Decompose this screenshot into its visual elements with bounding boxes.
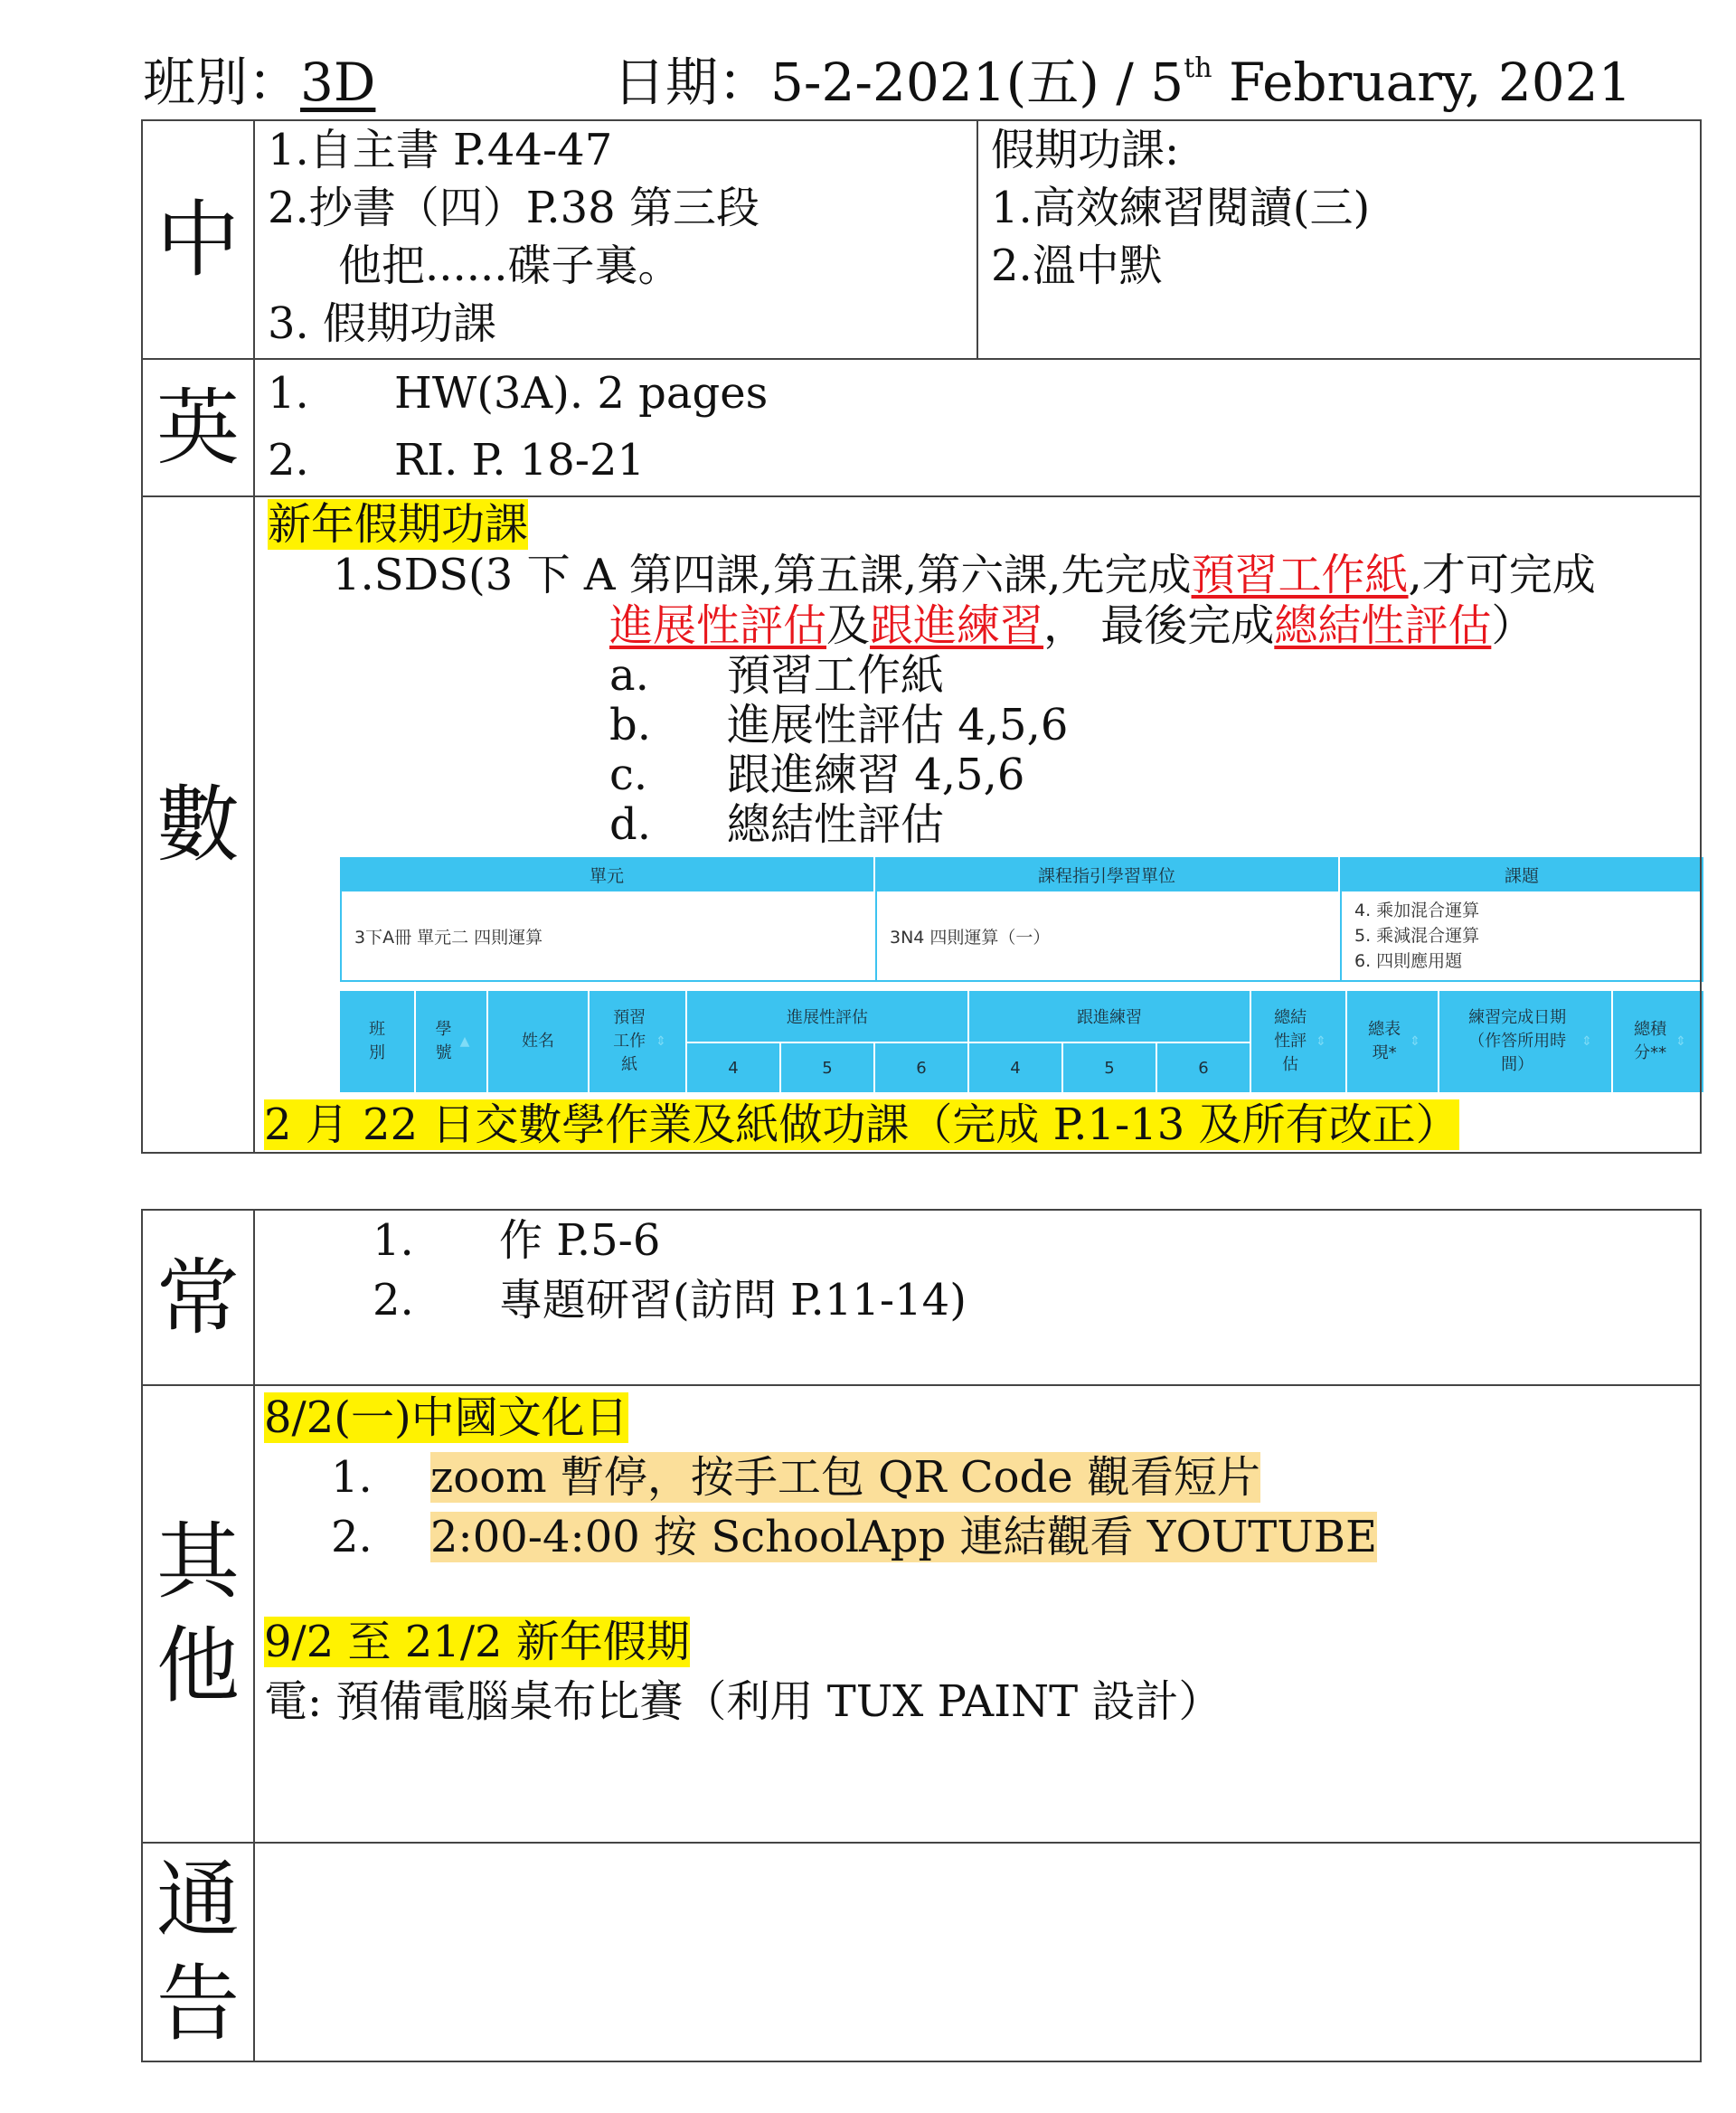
english-item: 1. HW(3A). 2 pages xyxy=(268,368,769,419)
date-tail: February, 2021 xyxy=(1212,52,1632,113)
row-notice xyxy=(142,1843,1701,2061)
holiday-title: 假期功課: xyxy=(991,125,1180,175)
others-content xyxy=(254,1385,1701,1843)
sort-icon[interactable]: ⇕ xyxy=(1410,1034,1420,1049)
col-class: 班別 xyxy=(340,991,416,1092)
math-instruction: 1.SDS(3 下 A 第四課,第五課,第六課,先完成預習工作紙,才可完成 xyxy=(333,550,1596,600)
english-homework xyxy=(254,359,1701,496)
culture-day-title: 8/2(一)中國文化日 xyxy=(264,1392,628,1443)
general-item: 1. 作 P.5-6 xyxy=(373,1215,661,1266)
col-progress: 進展性評估 4 5 6 xyxy=(687,991,969,1092)
sort-icon[interactable]: ▲ xyxy=(459,1034,470,1049)
col-prep: 預習工作紙 ⇕ xyxy=(590,991,687,1092)
sort-icon[interactable]: ⇕ xyxy=(1581,1034,1592,1049)
embed-columns-row xyxy=(340,991,1703,1092)
subject-notice: 通 告 xyxy=(142,1843,254,2061)
math-instruction-cont: 進展性評估及跟進練習， 最後完成總結性評估） xyxy=(609,600,1535,651)
embed-header-learning-unit: 課程指引學習單位 xyxy=(875,857,1340,891)
col-name: 姓名 xyxy=(488,991,590,1092)
col-followup-4[interactable]: 4 xyxy=(969,1043,1063,1092)
notice-content xyxy=(254,1843,1701,2061)
sort-icon[interactable]: ⇕ xyxy=(1675,1034,1686,1049)
row-others xyxy=(142,1385,1701,1843)
col-followup-5[interactable]: 5 xyxy=(1063,1043,1157,1092)
embed-header-unit: 單元 xyxy=(340,857,875,891)
culture-day-item: 2. 2:00-4:00 按 SchoolApp 連結觀看 YOUTUBE xyxy=(331,1512,1378,1562)
embed-unit: 3下A冊 單元二 四則運算 xyxy=(342,891,877,980)
subject-english: 英 xyxy=(142,359,254,496)
chinese-item: 1.自主書 P.44-47 xyxy=(268,125,613,175)
embed-info-row xyxy=(340,891,1703,982)
embed-topic: 6. 四則應用題 xyxy=(1354,951,1463,971)
math-deadline: 2 月 22 日交數學作業及紙做功課（完成 P.1-13 及所有改正） xyxy=(264,1099,1459,1150)
subject-math: 數 xyxy=(142,496,254,1153)
math-subitem: d. 總結性評估 xyxy=(609,799,945,850)
row-english xyxy=(142,359,1701,496)
homework-table-main xyxy=(141,119,1702,1154)
chinese-holiday xyxy=(977,120,1701,359)
subject-general: 常 xyxy=(142,1210,254,1385)
chinese-homework xyxy=(254,120,977,359)
col-progress-5[interactable]: 5 xyxy=(781,1043,875,1092)
sort-icon[interactable]: ⇕ xyxy=(1316,1034,1326,1049)
chinese-item: 他把......碟子裏。 xyxy=(338,241,682,291)
chinese-item: 2.抄書（四）P.38 第三段 xyxy=(268,183,760,233)
embed-header-topic: 課題 xyxy=(1504,865,1539,886)
date-text: 日期：5-2-2021(五) / 5 xyxy=(613,52,1184,113)
col-followup-6[interactable]: 6 xyxy=(1198,1058,1209,1078)
class-value: 3D xyxy=(300,52,376,113)
col-total: 總積分** ⇕ xyxy=(1634,1020,1686,1062)
col-progress-4[interactable]: 4 xyxy=(687,1043,781,1092)
row-general xyxy=(142,1210,1701,1385)
culture-day-item: 1. zoom 暫停，按手工包 QR Code 觀看短片 xyxy=(331,1452,1260,1503)
col-number: 學號 ▲ xyxy=(416,991,488,1092)
col-summary: 總結性評估 ⇕ xyxy=(1251,991,1347,1092)
class-info xyxy=(143,47,375,118)
math-subitem: b. 進展性評估 4,5,6 xyxy=(609,700,1069,750)
subject-chinese: 中 xyxy=(142,120,254,359)
embed-learning-unit: 3N4 四則運算（一） xyxy=(877,891,1342,980)
holiday-item: 2.溫中默 xyxy=(991,241,1163,291)
chinese-item: 3. 假期功課 xyxy=(268,298,497,349)
embedded-sds-table xyxy=(340,857,1703,1092)
date-superscript: th xyxy=(1184,52,1212,84)
row-chinese xyxy=(142,120,1701,359)
col-followup: 跟進練習 4 5 6 xyxy=(969,991,1251,1092)
embed-topic: 4. 乘加混合運算 xyxy=(1354,901,1480,920)
page-header xyxy=(143,47,1698,118)
date-info xyxy=(613,47,1631,118)
math-holiday-title: 新年假期功課 xyxy=(268,499,529,550)
math-subitem: c. 跟進練習 4,5,6 xyxy=(609,750,1025,800)
homework-table-secondary xyxy=(141,1209,1702,2062)
math-subitem: a. 預習工作紙 xyxy=(609,650,945,701)
english-item: 2. RI. P. 18-21 xyxy=(268,435,646,486)
embed-header-row xyxy=(340,857,1703,891)
computer-note: 電: 預備電腦桌布比賽（利用 TUX PAINT 設計） xyxy=(264,1676,1222,1727)
class-label: 班別： xyxy=(143,52,301,113)
general-item: 2. 專題研習(訪問 P.11-14) xyxy=(373,1275,967,1325)
row-math xyxy=(142,496,1701,1153)
embed-topics xyxy=(1342,891,1702,980)
new-year-holiday: 9/2 至 21/2 新年假期 xyxy=(264,1617,690,1667)
general-homework xyxy=(254,1210,1701,1385)
col-date: 練習完成日期（作答所用時間） ⇕ xyxy=(1439,991,1613,1092)
sort-icon[interactable]: ⇕ xyxy=(656,1034,666,1049)
embed-topic: 5. 乘減混合運算 xyxy=(1354,926,1480,946)
col-progress-6[interactable]: 6 xyxy=(916,1058,927,1078)
holiday-item: 1.高效練習閱讀(三) xyxy=(991,183,1371,233)
subject-others: 其 他 xyxy=(142,1385,254,1843)
col-performance: 總表現* ⇕ xyxy=(1347,991,1439,1092)
math-homework xyxy=(254,496,1701,1153)
